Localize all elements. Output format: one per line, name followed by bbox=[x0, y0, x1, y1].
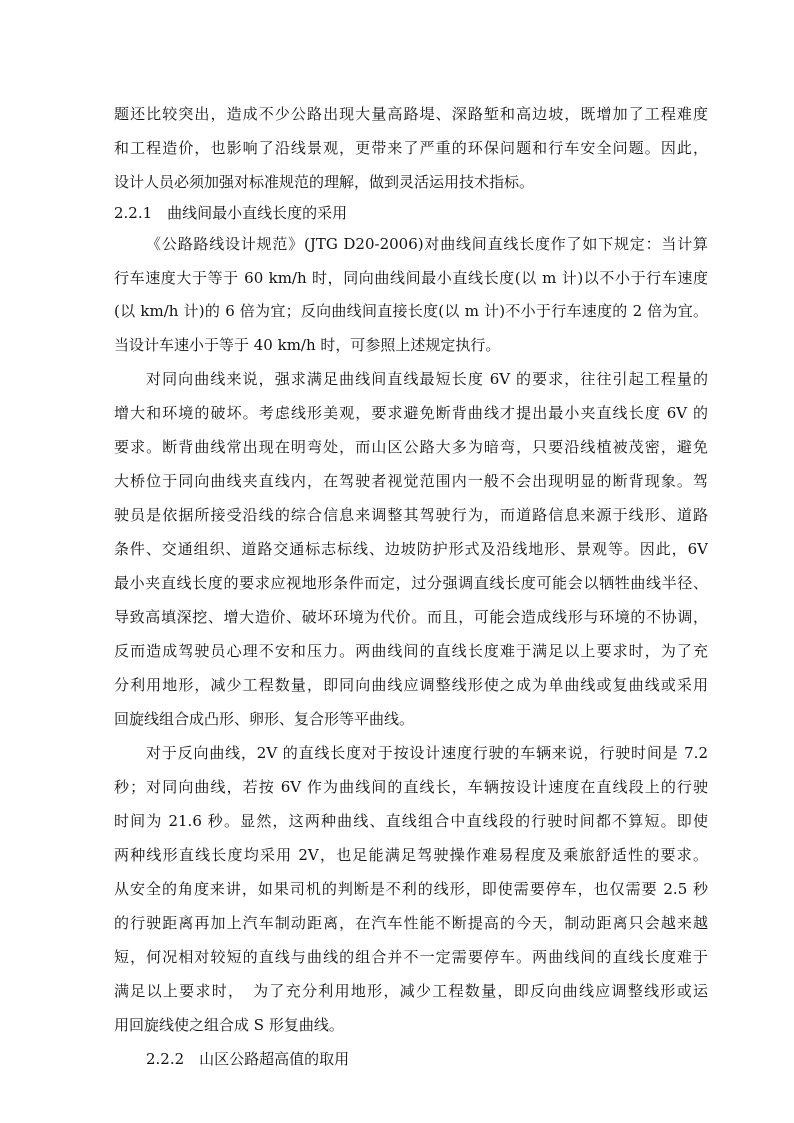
body-text-line: 短，何况相对较短的直线与曲线的组合并不一定需要停车。两曲线间的直线长度难于 bbox=[114, 948, 708, 966]
body-text-line: 两种线形直线长度均采用 2V，也足能满足驾驶操作难易程度及乘旅舒适性的要求。 bbox=[114, 846, 708, 864]
body-text-line: 的行驶距离再加上汽车制动距离，在汽车性能不断提高的今天，制动距离只会越来越 bbox=[114, 914, 708, 932]
body-text-line: 用回旋线使之组合成 S 形复曲线。 bbox=[114, 1016, 344, 1034]
body-text-line: 最小夹直线长度的要求应视地形条件而定，过分强调直线长度可能会以牺牲曲线半径、 bbox=[114, 574, 708, 592]
body-text-line: 对同向曲线来说，强求满足曲线间直线最短长度 6V 的要求，往往引起工程量的 bbox=[146, 370, 708, 388]
body-text-line: 增大和环境的破坏。考虑线形美观，要求避免断背曲线才提出最小夹直线长度 6V 的 bbox=[114, 404, 708, 422]
body-text-line: 当设计车速小于等于 40 km/h 时，可参照上述规定执行。 bbox=[114, 336, 501, 354]
body-text-line: 反而造成驾驶员心理不安和压力。两曲线间的直线长度难于满足以上要求时，为了充 bbox=[114, 642, 708, 660]
body-text-line: 驶员是依据所接受沿线的综合信息来调整其驾驶行为，而道路信息来源于线形、道路 bbox=[114, 506, 708, 524]
body-text-line: 从安全的角度来讲，如果司机的判断是不利的线形，即使需要停车，也仅需要 2.5 秒 bbox=[114, 880, 708, 898]
section-heading-2-2-2: 2.2.2 山区公路超高值的取用 bbox=[146, 1050, 350, 1068]
body-text-line: 和工程造价，也影响了沿线景观，更带来了严重的环保问题和行车安全问题。因此， bbox=[114, 139, 708, 157]
body-text-line: 秒；对同向曲线，若按 6V 作为曲线间的直线长，车辆按设计速度在直线段上的行驶 bbox=[114, 778, 708, 796]
body-text-line: 回旋线组合成凸形、卵形、复合形等平曲线。 bbox=[114, 710, 415, 728]
body-text-line: 条件、交通组织、道路交通标志标线、边坡防护形式及沿线地形、景观等。因此，6V bbox=[114, 540, 708, 558]
body-text-line: (以 km/h 计)的 6 倍为宜；反向曲线间直接长度(以 m 计)不小于行车速度的 2 倍为宜。 bbox=[114, 302, 708, 320]
body-text-line: 满足以上要求时， 为了充分利用地形，减少工程数量，即反向曲线应调整线形或运 bbox=[114, 982, 708, 1000]
section-heading-2-2-1: 2.2.1 曲线间最小直线长度的采用 bbox=[114, 204, 348, 222]
body-text-line: 题还比较突出，造成不少公路出现大量高路堤、深路堑和高边坡，既增加了工程难度 bbox=[114, 105, 708, 123]
body-text-line: 大桥位于同向曲线夹直线内，在驾驶者视觉范围内一般不会出现明显的断背现象。驾 bbox=[114, 472, 708, 490]
body-text-line: 对于反向曲线，2V 的直线长度对于按设计速度行驶的车辆来说，行驶时间是 7.2 bbox=[146, 744, 708, 762]
body-text-line: 时间为 21.6 秒。显然，这两种曲线、直线组合中直线段的行驶时间都不算短。即使 bbox=[114, 812, 708, 830]
body-text-line: 设计人员必须加强对标准规范的理解，做到灵活运用技术指标。 bbox=[114, 173, 535, 191]
body-text-line: 行车速度大于等于 60 km/h 时，同向曲线间最小直线长度(以 m 计)以不小于行车速度 bbox=[114, 269, 708, 287]
body-text-line: 导致高填深挖、增大造价、破坏环境为代价。而且，可能会造成线形与环境的不协调， bbox=[114, 608, 708, 626]
body-text-line: 分利用地形，减少工程数量，即同向曲线应调整线形使之成为单曲线或复曲线或采用 bbox=[114, 676, 708, 694]
body-text-line: 要求。断背曲线常出现在明弯处，而山区公路大多为暗弯，只要沿线植被茂密，避免 bbox=[114, 438, 708, 456]
body-text-line: 《公路路线设计规范》(JTG D20-2006)对曲线间直线长度作了如下规定：当计算 bbox=[146, 235, 708, 253]
